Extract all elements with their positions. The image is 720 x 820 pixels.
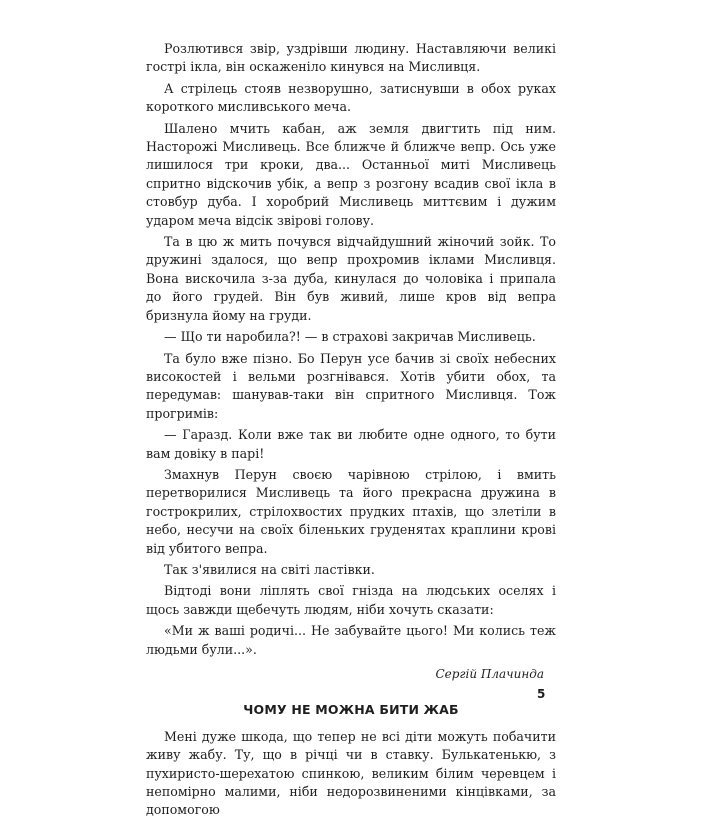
story-paragraph: Змахнув Перун своєю чарівною стрілою, і вмить перетворилися Мисливець та його прекрасна дружина в гострокрилих, стрілохвостих прудких птахів, що злетіли в небо, несучи на своїх біленьких груденятах краплини крові від убитого вепра. bbox=[146, 466, 556, 556]
story-paragraph: Так з'явилися на світі ластівки. bbox=[164, 561, 375, 577]
story-paragraph: — Гаразд. Коли вже так ви любите одне одного, то бути вам довіку в парі! bbox=[146, 427, 556, 461]
story-paragraph: — Що ти наробила?! — в страхові закричав Мисливець. bbox=[164, 329, 536, 345]
story-paragraph: Відтоді вони ліплять свої гнізда на людських оселях і щось завжди щебечуть людям, ніби хочуть сказати: bbox=[146, 583, 556, 617]
story-paragraph: Та в цю ж мить почувся відчайдушний жіночий зойк. То дружині здалося, що вепр прохромив іклами Мисливця. Вона вискочила з-за дуба, кинулася до чоловіка і припала до його грудей. Він був живий, лише кров від вепра бризнула йому на груди. bbox=[146, 234, 556, 323]
section-heading: ЧОМУ НЕ МОЖНА БИТИ ЖАБ bbox=[243, 702, 459, 718]
page-text bbox=[146, 40, 556, 820]
story-paragraph: Розлютився звір, уздрівши людину. Наставляючи великі гострі ікла, він оскаженіло кинувся на Мисливця. bbox=[146, 41, 556, 75]
story-paragraph: Та було вже пізно. Бо Перун усе бачив зі своїх небесних високостей і вельми розгнівався. Хотів убити обох, та передумав: шанував-таки він спритного Мисливця. Тож прогримів: bbox=[146, 350, 556, 421]
section-paragraph: Мені дуже шкода, що тепер не всі діти можуть побачити живу жабу. Ту, що в річці чи в ставку. Булькатенькю, з пухиристо-шерехатою спинкою, великим білим черевцем і непомірно малими, ніби недорозвиненими кінцівками, за допомогою bbox=[146, 728, 556, 818]
story-paragraph: Шалено мчить кабан, аж земля двигтить під ним. Насторожі Мисливець. Все ближче й ближче вепр. Ось уже лишилося три кроки, два... Останньої миті Мисливець спритно відскочив убік, а вепр з розгону всадив свої ікла в стовбур дуба. І хоробрий Мисливець миттєвим і дужим ударом меча відсік звірові голову. bbox=[146, 120, 556, 228]
story-paragraph: «Ми ж ваші родичі... Не забувайте цього! Ми колись теж людьми були...». bbox=[146, 623, 556, 657]
story-author: Сергій Плачинда bbox=[435, 667, 544, 681]
page-number: 5 bbox=[537, 687, 546, 701]
story-paragraph: А стрілець стояв незворушно, затиснувши в обох руках короткого мисливського меча. bbox=[146, 80, 556, 115]
